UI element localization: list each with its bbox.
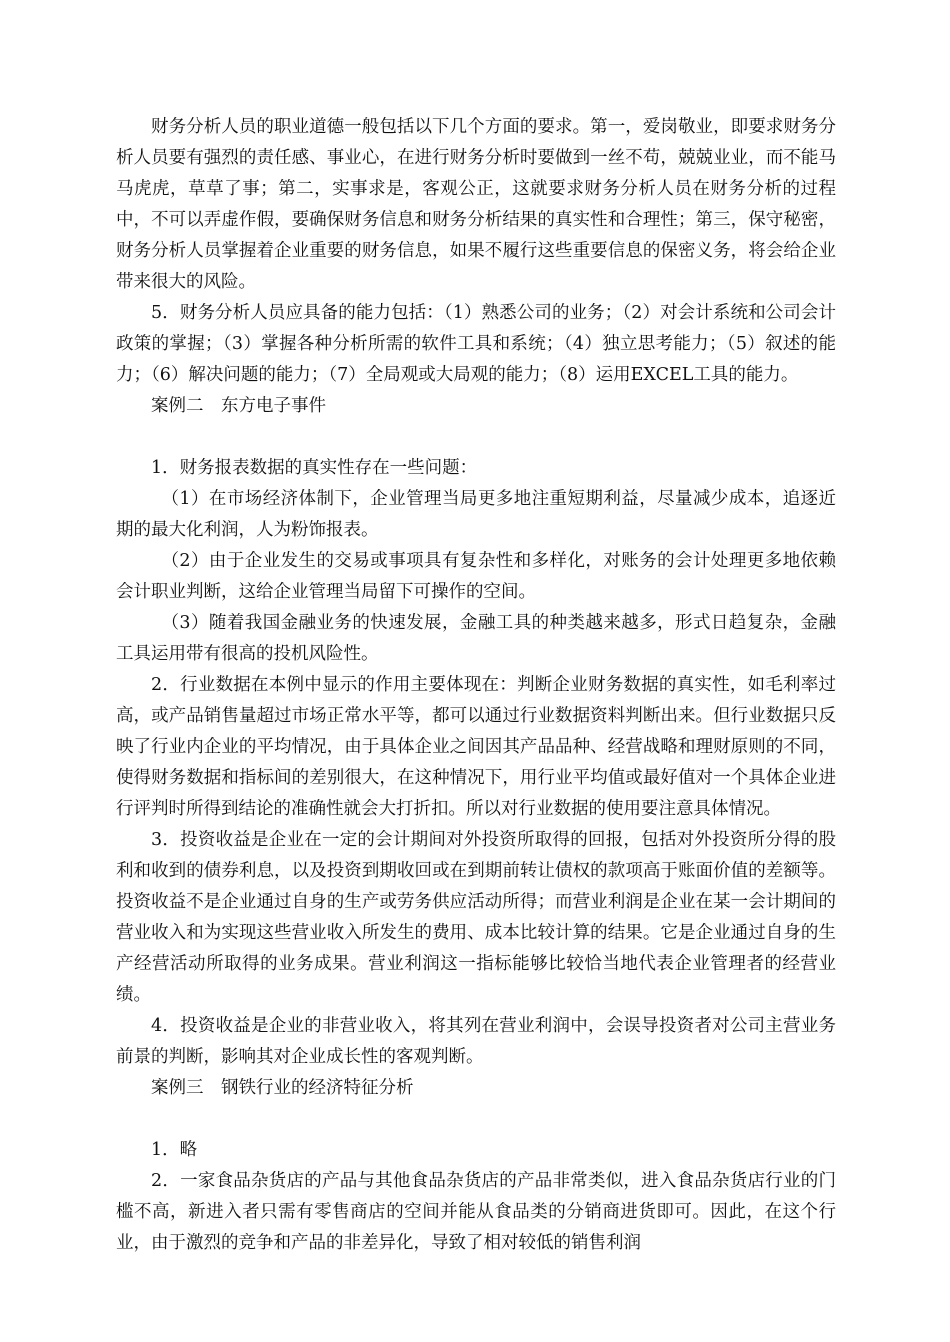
case3-point-2: 2．一家食品杂货店的产品与其他食品杂货店的产品非常类似，进入食品杂货店行业的门槛不高，新进入者只需有零售商店的空间并能从食品类的分销商进货即可。因此，在这个行业，由于激烈的竞争和产品的非差异化，导致了相对较低的销售利润 — [116, 1171, 836, 1253]
case2-point-2: 2．行业数据在本例中显示的作用主要体现在：判断企业财务数据的真实性，如毛利率过高，或产品销售量超过市场正常水平等，都可以通过行业数据资料判断出来。但行业数据只反映了行业内企业的平均情况，由于具体企业之间因其产品品种、经营战略和理财原则的不同，使得财务数据和指标间的差别很大，在这种情况下，用行业平均值或最好值对一个具体企业进行评判时所得到结论的准确性就会大打折扣。所以对行业数据的使用要注意具体情况。 — [116, 675, 836, 819]
case2-point-1-sub-2: （2）由于企业发生的交易或事项具有复杂性和多样化，对账务的会计处理更多地依赖会计职业判断，这给企业管理当局留下可操作的空间。 — [116, 551, 836, 602]
case2-point-1-sub-3: （3）随着我国金融业务的快速发展，金融工具的种类越来越多，形式日趋复杂，金融工具运用带有很高的投机风险性。 — [116, 613, 836, 664]
blank-line — [116, 1104, 836, 1135]
document-body — [116, 112, 836, 1259]
case2-point-3: 3．投资收益是企业在一定的会计期间对外投资所取得的回报，包括对外投资所分得的股利和收到的债券利息，以及投资到期收回或在到期前转让债权的款项高于账面价值的差额等。投资收益不是企业通过自身的生产或劳务供应活动所得；而营业利润是企业在某一会计期间的营业收入和为实现这些营业收入所发生的费用、成本比较计算的结果。它是企业通过自身的生产经营活动所取得的业务成果。营业利润这一指标能够比较恰当地代表企业管理者的经营业绩。 — [116, 830, 836, 1005]
case2-point-4: 4．投资收益是企业的非营业收入，将其列在营业利润中，会误导投资者对公司主营业务前景的判断，影响其对企业成长性的客观判断。 — [116, 1016, 836, 1067]
case2-point-1-sub-1: （1）在市场经济体制下，企业管理当局更多地注重短期利益，尽量减少成本，追逐近期的最大化利润，人为粉饰报表。 — [116, 489, 836, 540]
blank-line — [116, 422, 836, 453]
paragraph-abilities: 5．财务分析人员应具备的能力包括：（1）熟悉公司的业务；（2）对会计系统和公司会计政策的掌握；（3）掌握各种分析所需的软件工具和系统；（4）独立思考能力；（5）叙述的能力；（6）解决问题的能力；（7）全局观或大局观的能力；（8）运用EXCEL工具的能力。 — [116, 303, 836, 385]
case2-heading: 案例二 东方电子事件 — [151, 396, 326, 416]
case2-point-1: 1．财务报表数据的真实性存在一些问题： — [151, 458, 478, 478]
case3-point-1: 1．略 — [151, 1140, 198, 1160]
paragraph-ethics: 财务分析人员的职业道德一般包括以下几个方面的要求。第一，爱岗敬业，即要求财务分析人员要有强烈的责任感、事业心，在进行财务分析时要做到一丝不苟，兢兢业业，而不能马马虎虎，草草了事；第二，实事求是，客观公正，这就要求财务分析人员在财务分析的过程中，不可以弄虚作假，要确保财务信息和财务分析结果的真实性和合理性；第三，保守秘密，财务分析人员掌握着企业重要的财务信息，如果不履行这些重要信息的保密义务，将会给企业带来很大的风险。 — [116, 117, 836, 292]
case3-heading: 案例三 钢铁行业的经济特征分析 — [151, 1078, 414, 1098]
